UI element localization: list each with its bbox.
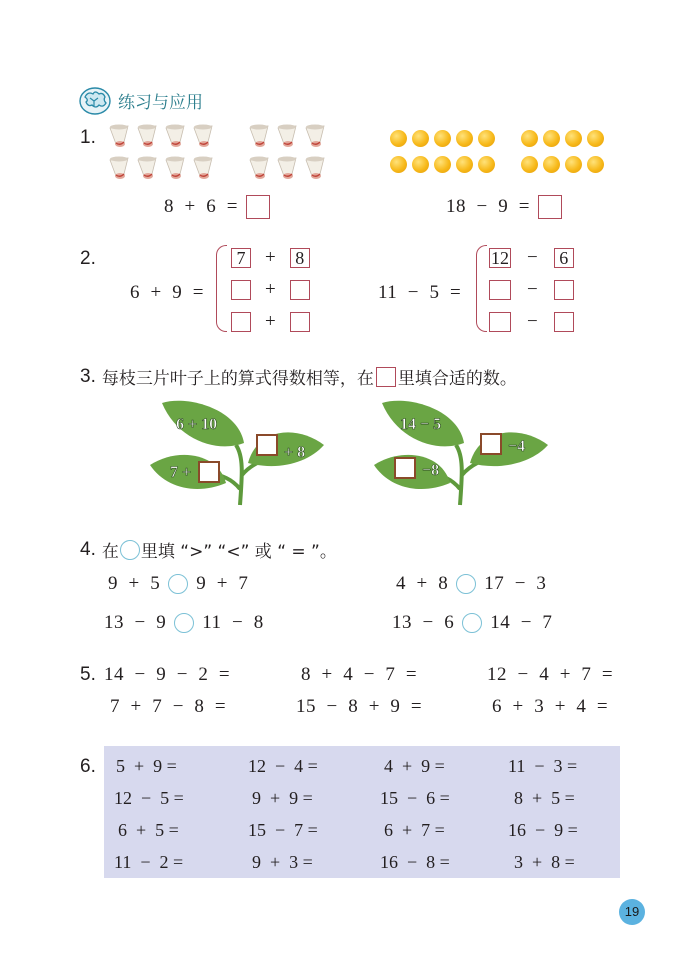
- yellow-ball-icon: [390, 130, 407, 147]
- yellow-ball-icon: [434, 130, 451, 147]
- compare-circle[interactable]: [168, 574, 188, 594]
- leaf-answer-box[interactable]: [198, 461, 220, 483]
- yellow-ball-icon: [521, 156, 538, 173]
- q4-number: 4.: [80, 538, 96, 560]
- leaf-plant-2: [372, 397, 562, 509]
- operator: +: [265, 311, 276, 332]
- operator: +: [265, 247, 276, 268]
- leaf-answer-box[interactable]: [256, 434, 278, 456]
- yellow-ball-icon: [543, 156, 560, 173]
- q3-instruction: [80, 364, 517, 389]
- shuttlecock-icon: [164, 124, 188, 150]
- calc-item: 11 − 3 =: [508, 756, 578, 776]
- leaf-plant-icon: [148, 397, 338, 509]
- equation-text: 18 − 9 =: [446, 196, 530, 217]
- q4-instruction: [80, 537, 337, 562]
- yellow-ball-icon: [412, 156, 429, 173]
- calc-item: 9 + 9 =: [252, 788, 313, 808]
- subtrahend-box[interactable]: [554, 280, 574, 300]
- q5-item: 7 + 7 − 8 =: [110, 696, 227, 717]
- shuttlecock-icon: [276, 124, 300, 150]
- calc-item: 6 + 5 =: [118, 820, 179, 840]
- leaf-answer-box[interactable]: [394, 457, 416, 479]
- decomposition-row: [489, 311, 574, 333]
- compare-row: [104, 612, 264, 634]
- q2-right-lhs: 11 − 5 =: [378, 282, 462, 303]
- shuttlecock-icon: [248, 156, 272, 182]
- leaf-expression: −4: [508, 438, 526, 455]
- page-number-badge: 19: [619, 899, 645, 925]
- q5-item: 15 − 8 + 9 =: [296, 696, 423, 717]
- shuttlecock-icon: [108, 156, 132, 182]
- section-title: 练习与应用: [118, 92, 203, 113]
- answer-box[interactable]: [246, 195, 270, 219]
- oral-calc-panel: [104, 746, 620, 878]
- q3-number: 3.: [80, 365, 96, 387]
- compare-right: 11 − 8: [202, 612, 264, 633]
- calc-item: 12 − 5 =: [114, 788, 184, 808]
- instruction-text: 在: [101, 542, 119, 562]
- yellow-ball-icon: [587, 156, 604, 173]
- ball-group: [390, 130, 610, 176]
- addend-box[interactable]: [231, 280, 251, 300]
- shuttlecock-icon: [304, 124, 328, 150]
- addend-box[interactable]: 8: [290, 248, 310, 268]
- addend-box[interactable]: [231, 312, 251, 332]
- compare-right: 14 − 7: [490, 612, 553, 633]
- example-circle-icon: [120, 540, 140, 560]
- shuttlecock-icon: [164, 156, 188, 182]
- operator: −: [527, 247, 538, 268]
- decomposition-row: [231, 311, 310, 333]
- calc-item: 5 + 9 =: [116, 756, 177, 776]
- yellow-ball-icon: [456, 130, 473, 147]
- q2-number: 2.: [80, 248, 96, 269]
- compare-circle[interactable]: [456, 574, 476, 594]
- instruction-text: 里填合适的数。: [397, 369, 517, 389]
- subtrahend-box[interactable]: [554, 312, 574, 332]
- shuttlecock-icon: [192, 156, 216, 182]
- leaf-expression: 6 + 10: [176, 416, 218, 433]
- answer-box[interactable]: [538, 195, 562, 219]
- addend-box[interactable]: 7: [231, 248, 251, 268]
- minuend-box[interactable]: 12: [491, 248, 509, 268]
- shuttlecock-icon: [136, 124, 160, 150]
- shuttlecock-icon: [276, 156, 300, 182]
- shuttlecock-icon: [248, 124, 272, 150]
- compare-row: [392, 612, 552, 634]
- shuttlecock-group: [108, 124, 336, 188]
- operator: −: [527, 279, 538, 300]
- compare-row: [108, 573, 248, 595]
- minuend-box[interactable]: [489, 312, 511, 332]
- example-box-icon: [376, 367, 396, 387]
- calc-item: 15 − 6 =: [380, 788, 450, 808]
- compare-row: [396, 573, 546, 595]
- yellow-ball-icon: [587, 130, 604, 147]
- leaf-expression: 14 − 5: [400, 416, 442, 433]
- shuttlecock-icon: [108, 124, 132, 150]
- yellow-ball-icon: [478, 130, 495, 147]
- q6-number: 6.: [80, 756, 96, 777]
- yellow-ball-icon: [521, 130, 538, 147]
- minuend-box[interactable]: [489, 280, 511, 300]
- compare-left: 9 + 5: [108, 573, 161, 594]
- calc-item: 4 + 9 =: [384, 756, 445, 776]
- operator: +: [265, 279, 276, 300]
- brace: [216, 245, 227, 332]
- calc-item: 15 − 7 =: [248, 820, 318, 840]
- compare-left: 13 − 6: [392, 612, 455, 633]
- yellow-ball-icon: [478, 156, 495, 173]
- q2-left-lhs: 6 + 9 =: [130, 282, 204, 303]
- addend-box[interactable]: [290, 312, 310, 332]
- instruction-text: 里填 “>” “<” 或 “ = ”。: [140, 542, 337, 562]
- compare-left: 13 − 9: [104, 612, 167, 633]
- yellow-ball-icon: [543, 130, 560, 147]
- leaf-answer-box[interactable]: [480, 433, 502, 455]
- compare-circle[interactable]: [174, 613, 194, 633]
- leaf-plant-icon: [372, 397, 562, 509]
- yellow-ball-icon: [434, 156, 451, 173]
- yellow-ball-icon: [412, 130, 429, 147]
- calc-item: 16 − 8 =: [380, 852, 450, 872]
- decomposition-row: [231, 247, 310, 269]
- compare-circle[interactable]: [462, 613, 482, 633]
- calc-item: 8 + 5 =: [514, 788, 575, 808]
- leaf-expression: 7 +: [170, 464, 192, 481]
- shuttlecock-icon: [136, 156, 160, 182]
- q5-number: 5.: [80, 664, 96, 685]
- calc-item: 16 − 9 =: [508, 820, 578, 840]
- operator: −: [527, 311, 538, 332]
- yellow-ball-icon: [456, 156, 473, 173]
- q5-item: 8 + 4 − 7 =: [301, 664, 418, 685]
- section-header: [78, 84, 203, 116]
- decomposition-row: [489, 279, 574, 301]
- compare-left: 4 + 8: [396, 573, 449, 594]
- puzzle-icon: [78, 84, 112, 116]
- compare-right: 9 + 7: [196, 573, 249, 594]
- yellow-ball-icon: [565, 130, 582, 147]
- shuttlecock-icon: [192, 124, 216, 150]
- leaf-expression: −8: [422, 462, 440, 479]
- leaf-plant-1: [148, 397, 338, 509]
- decomposition-row: [489, 247, 574, 269]
- calc-item: 6 + 7 =: [384, 820, 445, 840]
- yellow-ball-icon: [565, 156, 582, 173]
- instruction-text: 每枝三片叶子上的算式得数相等，在: [101, 369, 374, 389]
- decomposition-row: [231, 279, 310, 301]
- subtrahend-box[interactable]: 6: [554, 248, 574, 268]
- calc-item: 9 + 3 =: [252, 852, 313, 872]
- calc-item: 12 − 4 =: [248, 756, 318, 776]
- equation-text: 8 + 6 =: [164, 196, 238, 217]
- q1-left-equation: [164, 195, 270, 219]
- q5-item: 6 + 3 + 4 =: [492, 696, 609, 717]
- q1-number: 1.: [80, 127, 96, 148]
- calc-item: 11 − 2 =: [114, 852, 184, 872]
- q5-item: 14 − 9 − 2 =: [104, 664, 231, 685]
- yellow-ball-icon: [390, 156, 407, 173]
- q1-right-equation: [446, 195, 562, 219]
- shuttlecock-icon: [304, 156, 328, 182]
- addend-box[interactable]: [290, 280, 310, 300]
- leaf-expression: + 8: [284, 444, 306, 461]
- q5-item: 12 − 4 + 7 =: [487, 664, 614, 685]
- brace: [476, 245, 487, 332]
- compare-right: 17 − 3: [484, 573, 547, 594]
- calc-item: 3 + 8 =: [514, 852, 575, 872]
